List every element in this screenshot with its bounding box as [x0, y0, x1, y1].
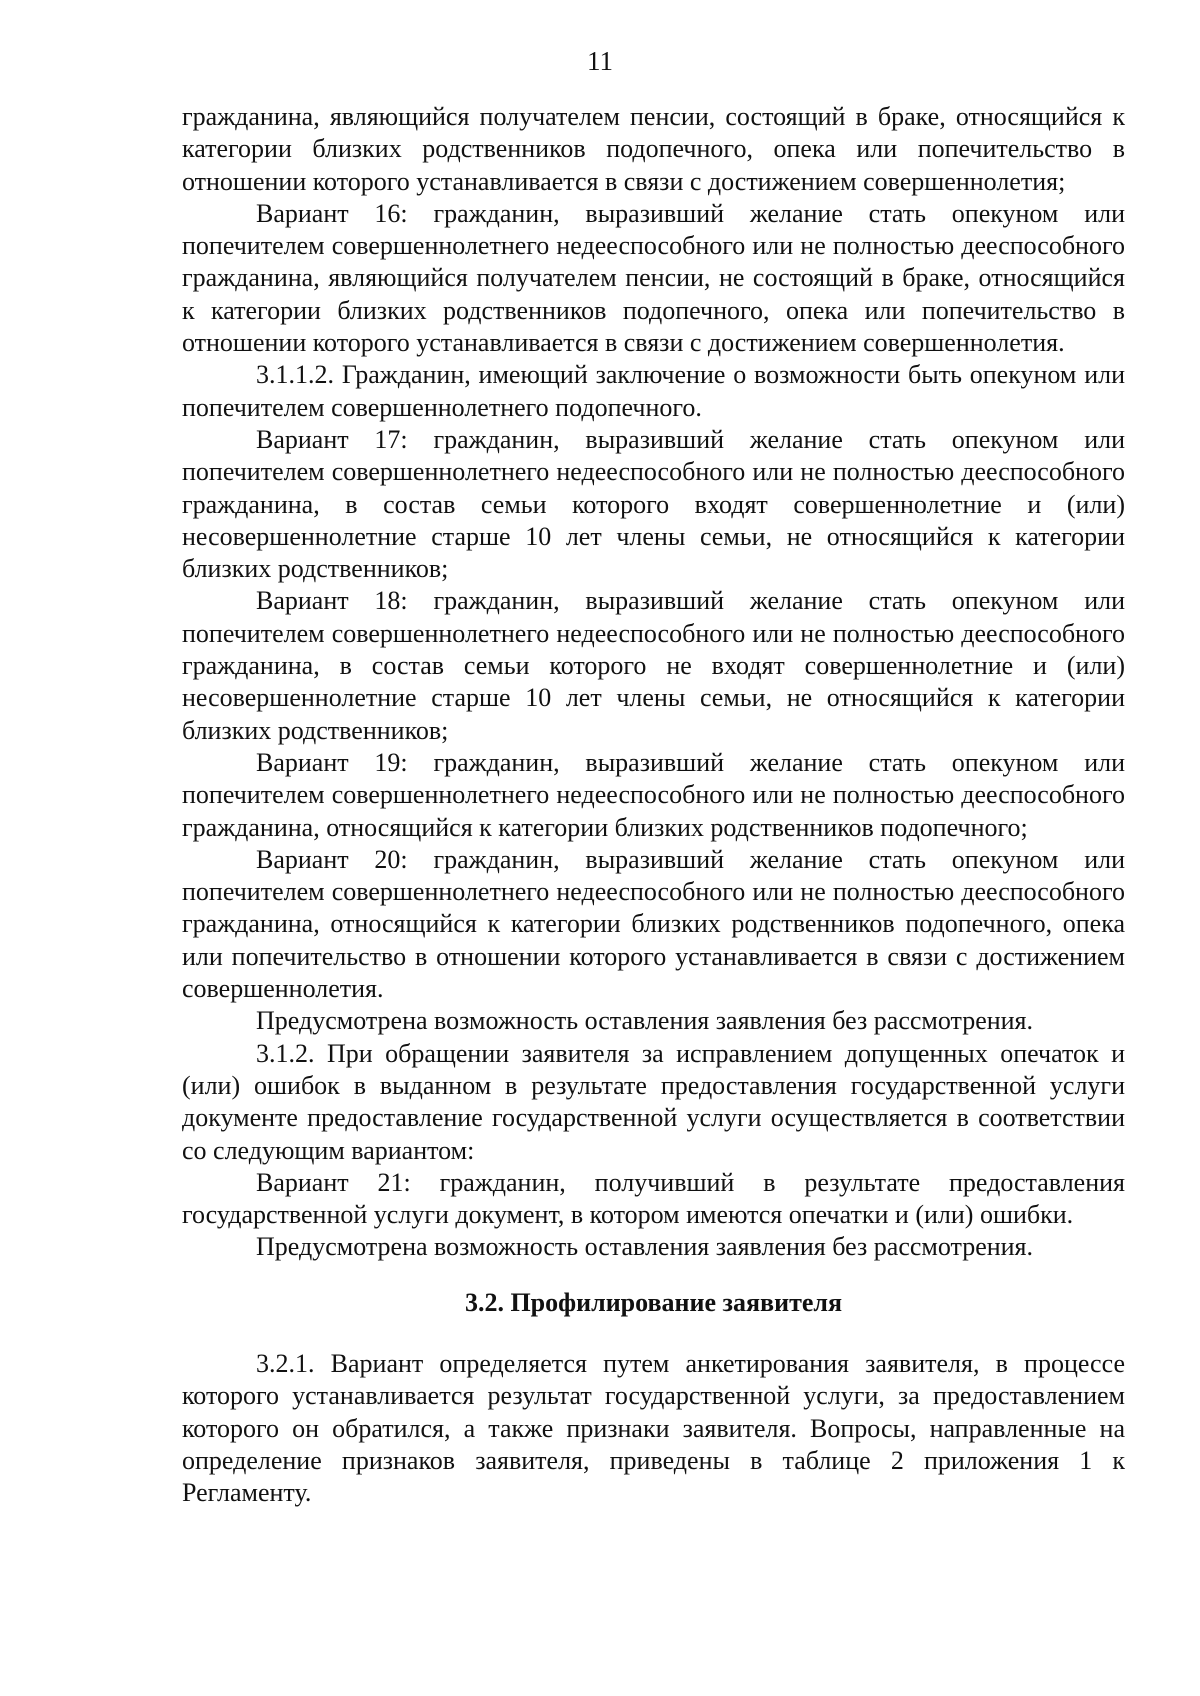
document-body — [182, 101, 1125, 1509]
paragraph-clause-3-1-1-2: 3.1.1.2. Гражданин, имеющий заключение о возможности быть опекуном или попечителем совершеннолетнего подопечного. — [182, 360, 1125, 422]
page-number: 11 — [587, 46, 613, 76]
paragraph-variant-19: Вариант 19: гражданин, выразивший желание стать опекуном или попечителем совершеннолетнего недееспособного или не полностью дееспособного гражданина, относящийся к категории близких родственников подопечного; — [182, 747, 1125, 842]
paragraph-variant-18: Вариант 18: гражданин, выразивший желание стать опекуном или попечителем совершеннолетнего недееспособного или не полностью дееспособного гражданина, в состав семьи которого не входят совершеннолетние и (или) несовершеннолетние старше 10 лет члены семьи, не относящийся к категории близких родственников; — [182, 586, 1125, 745]
paragraph-variant-17: Вариант 17: гражданин, выразивший желание стать опекуном или попечителем совершеннолетнего недееспособного или не полностью дееспособного гражданина, в состав семьи которого входят совершеннолетние и (или) несовершеннолетние старше 10 лет члены семьи, не относящийся к категории близких родственников; — [182, 424, 1125, 584]
paragraph-variant-20: Вариант 20: гражданин, выразивший желание стать опекуном или попечителем совершеннолетнего недееспособного или не полностью дееспособного гражданина, относящийся к категории близких родственников подопечного, опека или попечительство в отношении которого устанавливается в связи с достижением совершеннолетия. — [182, 844, 1125, 1004]
paragraph-variant-21: Вариант 21: гражданин, получивший в результате предоставления государственной услуги документ, в котором имеются опечатки и (или) ошибки. — [182, 1167, 1125, 1230]
section-heading: 3.2. Профилирование заявителя — [464, 1287, 843, 1317]
paragraph-continuation: гражданина, являющийся получателем пенсии, состоящий в браке, относящийся к категории близких родственников подопечного, опека или попечительство в отношении которого устанавливается в связи с достижением совершеннолетия; — [182, 102, 1125, 196]
paragraph-clause-3-1-2: 3.1.2. При обращении заявителя за исправлением допущенных опечаток и (или) ошибок в выданном в результате предоставления государственной услуги документе предоставление государственной услуги осуществляется в соответствии со следующим вариантом: — [182, 1038, 1125, 1165]
paragraph-clause-3-2-1: 3.2.1. Вариант определяется путем анкетирования заявителя, в процессе которого устанавливается результат государственной услуги, за предоставлением которого он обратился, а также признаки заявителя. Вопросы, направленные на определение признаков заявителя, приведены в таблице 2 приложения 1 к Регламенту. — [182, 1348, 1125, 1508]
paragraph-no-review-note: Предусмотрена возможность оставления заявления без рассмотрения. — [256, 1006, 1034, 1036]
paragraph-variant-16: Вариант 16: гражданин, выразивший желание стать опекуном или попечителем совершеннолетнего недееспособного или не полностью дееспособного гражданина, являющийся получателем пенсии, не состоящий в браке, относящийся к категории близких родственников подопечного, опека или попечительство в отношении которого устанавливается в связи с достижением совершеннолетия. — [182, 198, 1125, 358]
paragraph-no-review-note-2: Предусмотрена возможность оставления заявления без рассмотрения. — [256, 1232, 1034, 1262]
